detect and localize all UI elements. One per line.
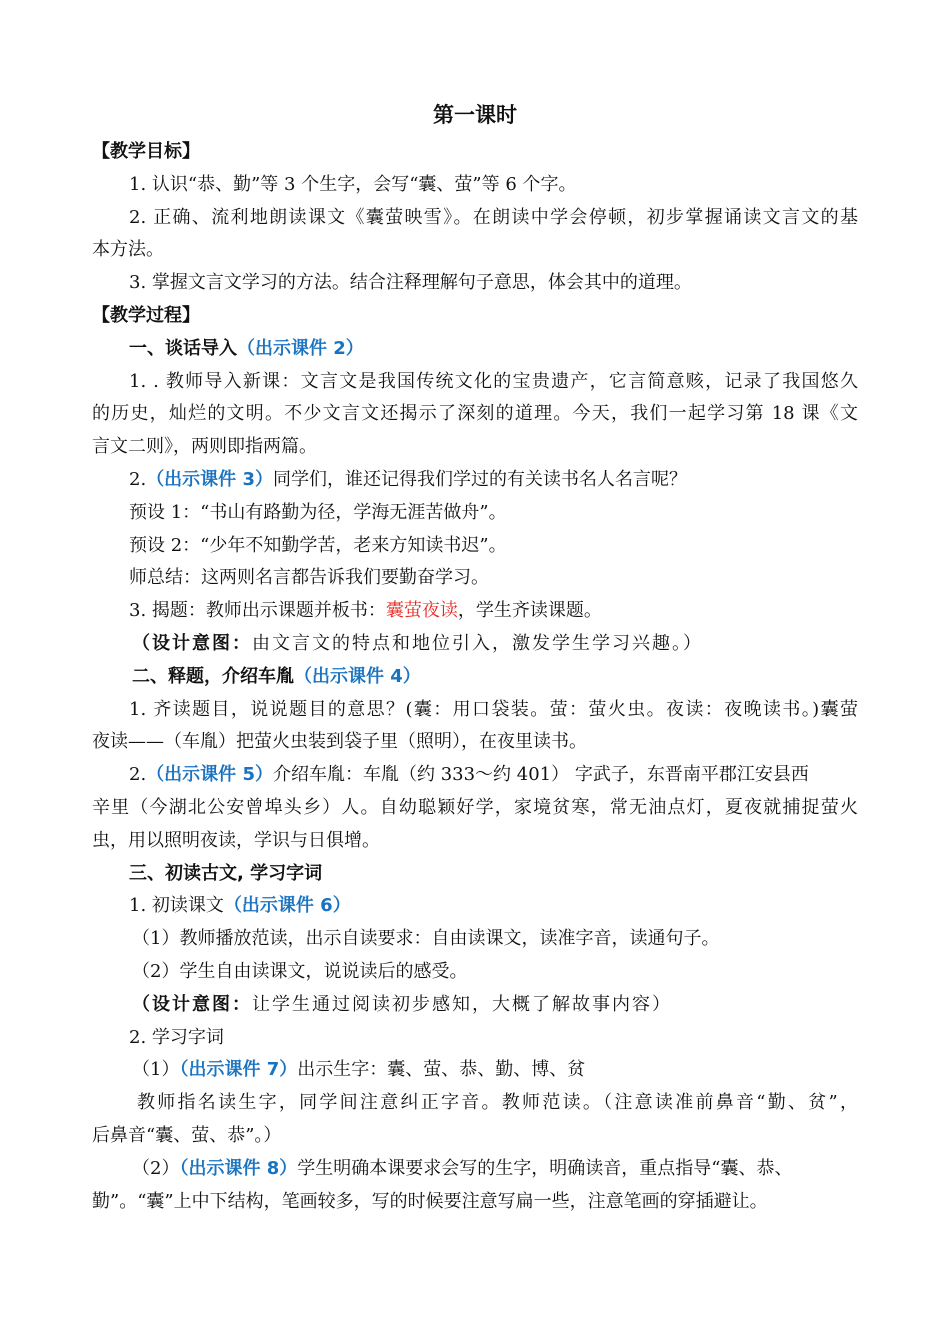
goal-item: 1. 认识“恭、勤”等 3 个生字，会写“囊、萤”等 6 个字。 [129,173,577,195]
paragraph-line: 1. 初读课文（出示课件 6） [129,895,351,917]
paragraph-line: （1）教师播放范读，出示自读要求：自由读课文，读准字音，读通句子。 [132,928,720,950]
paragraph-line: 教师指名读生字，同学间注意纠正字音。教师范读。（注意读准前鼻音“勤、贫”， [137,1092,858,1114]
goal-item-cont: 本方法。 [92,239,164,261]
highlight-title: 囊萤夜读 [385,600,458,622]
courseware-link: （出示课件 2） [237,337,364,359]
paragraph-line: 后鼻音“囊、萤、恭”。） [92,1124,282,1146]
preset-line: 预设 2：“少年不知勤学苦，老来方知读书迟”。 [129,534,507,556]
design-intent: （设计意图：由文言文的特点和地位引入，激发学生学习兴趣。） [132,632,703,654]
paragraph-line: 言文二则》，两则即指两篇。 [92,436,317,458]
paragraph-line: 勤”。“囊”上中下结构，笔画较多，写的时候要注意写扁一些，注意笔画的穿插避让。 [92,1190,768,1212]
paragraph-line: 夜读——（车胤）把萤火虫装到袋子里（照明），在夜里读书。 [92,731,587,753]
section-heading-process: 【教学过程】 [92,304,200,326]
paragraph-line: 2.（出示课件 5）介绍车胤：车胤（约 333～约 401） 字武子，东晋南平郡江安县西 [129,764,809,786]
paragraph-line: （2）（出示课件 8）学生明确本课要求会写的生字，明确读音，重点指导“囊、恭、 [132,1157,793,1179]
courseware-link: （出示课件 6） [223,895,351,917]
courseware-link: （出示课件 7） [179,1059,298,1081]
paragraph-line: （1）（出示课件 7）出示生字：囊、萤、恭、勤、博、贫 [132,1059,586,1081]
courseware-link: （出示课件 3） [146,468,273,490]
paragraph-line: 3. 揭题：教师出示课题并板书：囊萤夜读，学生齐读课题。 [129,600,602,622]
step-heading: 一、谈话导入（出示课件 2） [129,337,364,359]
paragraph-line: 1. . 教师导入新课：文言文是我国传统文化的宝贵遗产，它言简意赅，记录了我国悠久 [129,370,858,392]
paragraph-line: 的历史，灿烂的文明。不少文言文还揭示了深刻的道理。今天，我们一起学习第 18 课《文 [92,403,858,425]
step-heading: 三、初读古文, 学习字词 [129,862,323,884]
paragraph-line: 辛里（今湖北公安曾埠头乡）人。自幼聪颖好学，家境贫寒，常无油点灯，夏夜就捕捉萤火 [92,796,858,818]
goal-item: 3. 掌握文言文学习的方法。结合注释理解句子意思，体会其中的道理。 [129,272,692,294]
section-heading-goals: 【教学目标】 [92,141,200,162]
paragraph-line: （2）学生自由读课文，说说读后的感受。 [132,960,468,982]
courseware-link: （出示课件 8） [179,1157,298,1179]
preset-line: 预设 1：“书山有路勤为径，学海无涯苦做舟”。 [129,501,507,523]
paragraph-line: 虫，用以照明夜读，学识与日俱增。 [92,829,380,851]
courseware-link: （出示课件 5） [146,764,273,786]
courseware-link: （出示课件 4） [294,665,421,687]
lesson-document [92,136,858,1218]
summary-line: 师总结：这两则名言都告诉我们要勤奋学习。 [129,567,489,589]
paragraph-line: 2. 学习字词 [129,1026,224,1048]
paragraph-line: 2.（出示课件 3）同学们，谁还记得我们学过的有关读书名人名言呢？ [129,468,687,490]
page-title: 第一课时 [433,103,517,127]
goal-item: 2. 正确、流利地朗读课文《囊萤映雪》。在朗读中学会停顿，初步掌握诵读文言文的基 [129,206,858,228]
step-heading: 二、释题，介绍车胤（出示课件 4） [132,665,421,687]
design-intent: （设计意图：让学生通过阅读初步感知，大概了解故事内容） [132,993,672,1015]
paragraph-line: 1. 齐读题目，说说题目的意思？(囊：用口袋装。萤：萤火虫。夜读：夜晚读书。)囊萤 [129,698,858,720]
